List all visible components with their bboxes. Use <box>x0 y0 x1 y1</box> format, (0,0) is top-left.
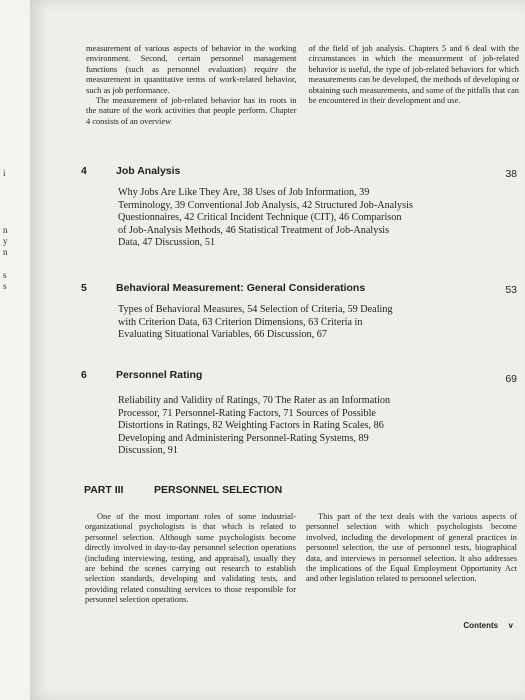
chapter-title: Behavioral Measurement: General Considerations <box>116 282 366 294</box>
margin-fragment: i <box>3 168 6 178</box>
topic-line: Data, 47 Discussion, 51 <box>118 237 216 249</box>
chapter-page: 69 <box>505 373 517 385</box>
topic-line: Terminology, 39 Conventional Job Analysis, 42 Structured Job-Analysis <box>118 199 413 211</box>
chapter-title: Job Analysis <box>116 165 181 177</box>
chapter-number: 4 <box>81 165 87 177</box>
chapter-page: 38 <box>505 168 517 180</box>
intro-paragraph: The measurement of job-related behavior has its roots in the nature of the work activities that people perform. Chapter 4 consists of an overview <box>86 96 297 126</box>
intro-section <box>86 44 519 127</box>
topic-line: Processor, 71 Personnel-Rating Factors, 71 Sources of Possible <box>118 407 376 419</box>
chapter-topics <box>118 187 498 250</box>
intro-right-column <box>309 44 520 127</box>
topic-line: Reliability and Validity of Ratings, 70 The Rater as an Information <box>118 395 391 406</box>
topic-line: Questionnaires, 42 Critical Incident Technique (CIT), 46 Comparison <box>118 212 402 224</box>
part-intro-paragraph: This part of the text deals with the various aspects of personnel selection with which psychologists become involved, including the development of general practices in personnel selection, the use of personnel tests, biographical data, and interviews in personnel selection. It also addresses the implications of the Equal Employment Opportunity Act and other legislation related to personnel selection. <box>306 512 517 584</box>
chapter-title: Personnel Rating <box>116 369 203 381</box>
part-title: PERSONNEL SELECTION <box>154 484 283 496</box>
running-footer <box>463 621 513 630</box>
intro-paragraph: of the field of job analysis. Chapters 5 and 6 deal with the circumstances in which the measurement of job-related behavior is useful, the type of job-related behaviors for which measurements can be developed, the methods of developing or obtaining such measurements, and some of the pitfalls that can be encountered in their development and use. <box>308 44 519 106</box>
part-intro <box>85 512 517 606</box>
chapter-number: 6 <box>81 369 87 381</box>
part-intro-left-column <box>85 512 296 606</box>
part-label: PART III <box>84 484 124 496</box>
margin-fragment: n <box>3 247 8 257</box>
margin-fragment: n <box>3 225 8 235</box>
margin-fragment: s <box>3 281 7 291</box>
topic-line: of Job-Analysis Methods, 46 Statistical Treatment of Job-Analysis <box>118 224 390 236</box>
topic-line: with Criterion Data, 63 Criterion Dimensions, 63 Criteria in <box>118 316 363 328</box>
footer-label: Contents <box>463 621 499 630</box>
chapter-number: 5 <box>81 282 87 294</box>
footer-page-number: v <box>508 621 513 630</box>
part-intro-right-column <box>306 512 517 606</box>
part-intro-paragraph: One of the most important roles of some industrial-organizational psychologists is that which is related to personnel selection. Although some psychologists become directly involved in day-to-day personnel selection operations (including interviewing, testing, and appraisal), usually they are behind the scenes carrying out research to establish selection standards, developing and validating tests, and providing related consulting services to those responsible for personnel selection operations. <box>85 512 296 605</box>
topic-line: Evaluating Situational Variables, 66 Discussion, 67 <box>118 329 327 341</box>
margin-fragment: s <box>3 270 7 280</box>
part-heading <box>84 484 282 496</box>
book-page <box>30 0 525 700</box>
chapter-topics <box>118 304 498 342</box>
topic-line: Distortions in Ratings, 82 Weighting Factors in Rating Scales, 86 <box>118 420 384 432</box>
topic-line: Why Jobs Are Like They Are, 38 Uses of Job Information, 39 <box>118 187 370 198</box>
intro-left-column <box>86 44 297 127</box>
adjacent-page-edge <box>0 0 30 700</box>
intro-paragraph: measurement of various aspects of behavior in the working environment. Second, certain personnel management functions (such as personnel evaluation) require the measurement in quantitative terms of work-related behavior, such as job performance. <box>86 44 297 95</box>
chapter-topics <box>118 395 498 458</box>
topic-line: Discussion, 91 <box>118 445 178 457</box>
margin-fragment: y <box>3 236 8 246</box>
topic-line: Developing and Administering Personnel-Rating Systems, 89 <box>118 432 369 444</box>
chapter-page: 53 <box>505 284 517 296</box>
topic-line: Types of Behavioral Measures, 54 Selection of Criteria, 59 Dealing <box>118 304 393 315</box>
